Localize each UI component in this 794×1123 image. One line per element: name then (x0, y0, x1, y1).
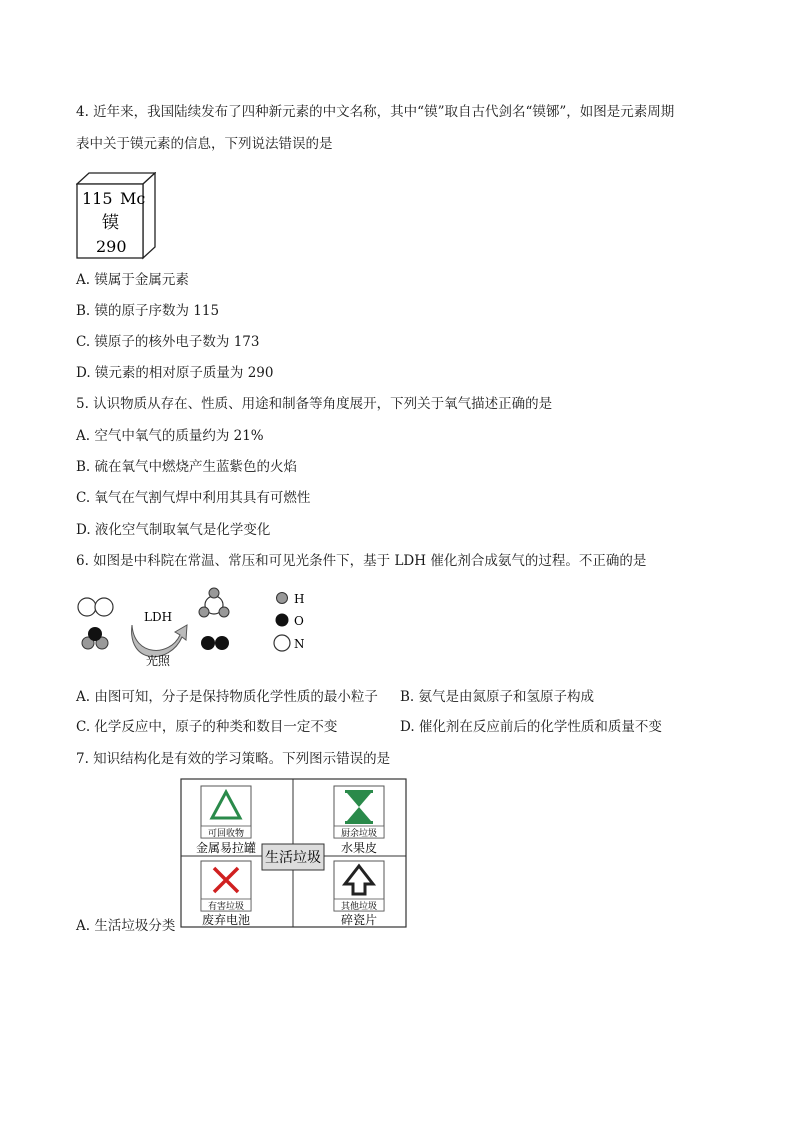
legend-o-label: O (294, 614, 304, 628)
recyclable-sign-label: 可回收物 (207, 829, 245, 839)
kitchen-waste-sign-label: 厨余垃圾 (340, 829, 378, 839)
q4-option-c: C. 镆原子的核外电子数为 173 (76, 334, 260, 350)
garbage-classification-diagram (180, 778, 410, 930)
reaction-arrow (132, 625, 187, 657)
hazardous-sign-label: 有害垃圾 (207, 902, 245, 912)
legend-n-label: N (294, 637, 305, 651)
q4-stem-line2: 表中关于镆元素的信息，下列说法错误的是 (76, 136, 333, 152)
q6-option-c: C. 化学反应中，原子的种类和数目一定不变 (76, 719, 338, 735)
q5-option-d: D. 液化空气制取氧气是化学变化 (76, 522, 271, 538)
other-waste-sign-label: 其他垃圾 (340, 902, 378, 912)
q5-stem: 5. 认识物质从存在、性质、用途和制备等角度展开，下列关于氧气描述正确的是 (76, 396, 553, 412)
q4-option-d: D. 镆元素的相对原子质量为 290 (76, 365, 274, 381)
catalyst-label: LDH (144, 610, 173, 624)
q5-option-a: A. 空气中氧气的质量约为 21% (76, 428, 264, 444)
q6-option-d: D. 催化剂在反应前后的化学性质和质量不变 (400, 719, 662, 735)
ammonia-synthesis-diagram (72, 585, 342, 670)
q4-option-b: B. 镆的原子序数为 115 (76, 303, 220, 319)
legend-o-marker (276, 614, 289, 627)
nh3-molecule-h (199, 607, 209, 617)
q5-option-b: B. 硫在氧气中燃烧产生蓝紫色的火焰 (76, 459, 298, 475)
q5-option-c: C. 氧气在气割气焊中利用其具有可燃性 (76, 490, 311, 506)
n2-molecule-atom (78, 598, 96, 616)
other-waste-item: 碎瓷片 (340, 913, 378, 927)
nh3-molecule-h (209, 588, 219, 598)
kitchen-waste-item: 水果皮 (340, 841, 378, 855)
element-mass: 290 (96, 237, 127, 256)
q6-option-a: A. 由图可知，分子是保持物质化学性质的最小粒子 (76, 689, 378, 705)
condition-label: 光照 (146, 654, 171, 668)
element-symbol: Mc (120, 189, 146, 208)
element-tile-figure (76, 172, 156, 260)
nh3-molecule-h (219, 607, 229, 617)
q4-stem-line1: 4. 近年来，我国陆续发布了四种新元素的中文名称，其中“镆”取自古代剑名“镆铘”，如图是元素周期 (76, 104, 675, 120)
element-name: 镆 (102, 213, 119, 233)
h2o-molecule-o (88, 627, 102, 641)
o2-molecule-atom (201, 636, 215, 650)
o2-molecule-atom (215, 636, 229, 650)
q7-option-a: A. 生活垃圾分类 (76, 918, 176, 934)
recyclable-item: 金属易拉罐 (195, 841, 257, 855)
q7-stem: 7. 知识结构化是有效的学习策略。下列图示错误的是 (76, 751, 391, 767)
q6-option-b: B. 氨气是由氮原子和氢原子构成 (400, 689, 595, 705)
legend-h-label: H (294, 592, 305, 606)
element-number: 115 (82, 189, 113, 208)
hazardous-item: 废弃电池 (201, 913, 251, 927)
q6-stem: 6. 如图是中科院在常温、常压和可见光条件下，基于 LDH 催化剂合成氨气的过程。不正确的是 (76, 553, 647, 569)
n2-molecule-atom (95, 598, 113, 616)
legend-h-marker (277, 593, 288, 604)
q4-option-a: A. 镆属于金属元素 (76, 272, 189, 288)
center-label: 生活垃圾 (265, 850, 321, 866)
legend-n-marker (274, 635, 290, 651)
